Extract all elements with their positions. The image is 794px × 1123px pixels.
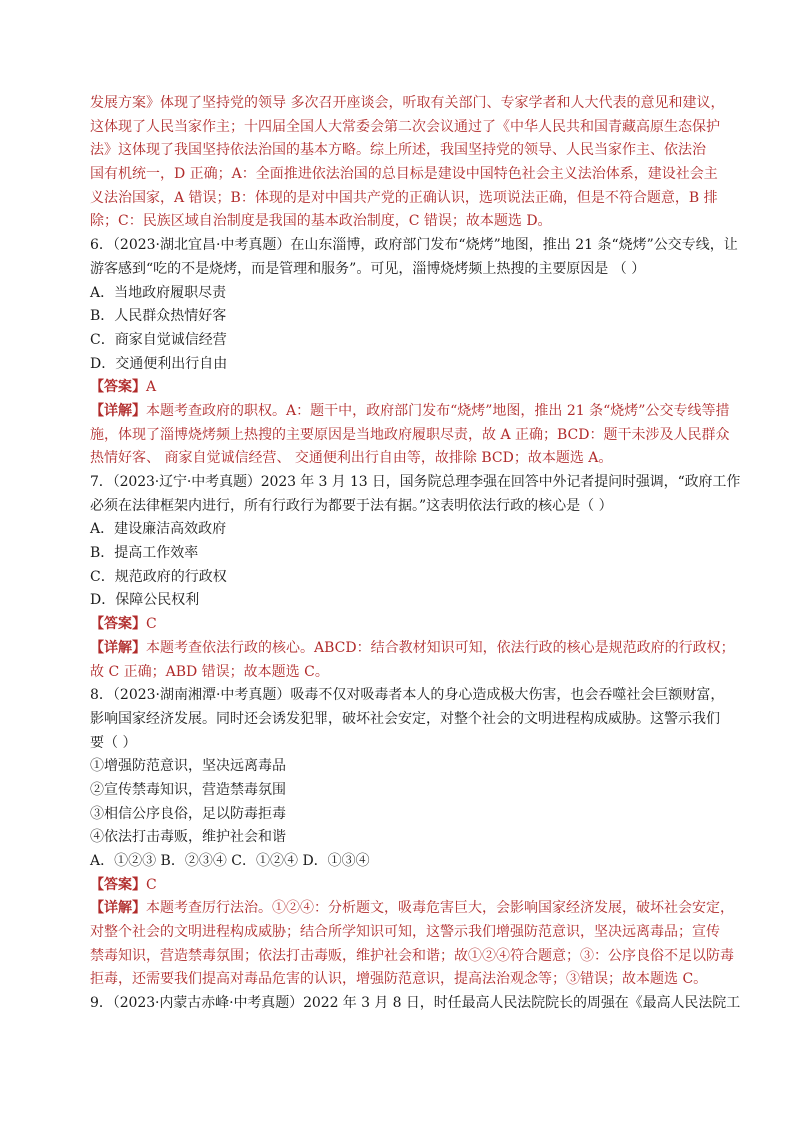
explanation-text-line bbox=[90, 116, 740, 140]
line-text: 6．（2023·湖北宜昌·中考真题）在山东淄博，政府部门发布“烧烤”地图，推出 21 条“烧烤”公交专线，让 bbox=[90, 237, 738, 254]
line-text: 游客感到“吃的不是烧烤，而是管理和服务”。可见，淄博烧烤频上热搜的主要原因是 （ ） bbox=[90, 260, 646, 277]
line-text: D．交通便利出行自由 bbox=[90, 355, 228, 372]
question-text-line bbox=[90, 282, 740, 306]
explanation-text-line bbox=[90, 945, 740, 969]
document-body bbox=[90, 92, 740, 1016]
question-text-line bbox=[90, 992, 740, 1016]
explanation-line bbox=[90, 897, 740, 921]
answer-line bbox=[90, 613, 740, 637]
explanation-text-line bbox=[90, 163, 740, 187]
question-text-line bbox=[90, 566, 740, 590]
line-text: C bbox=[146, 876, 157, 893]
question-text-line bbox=[90, 589, 740, 613]
line-text: A．①②③ B．②③④ C．①②④ D．①③④ bbox=[90, 853, 370, 869]
line-text: 禁毒知识，营造禁毒氛围；依法打击毒贩，维护社会和谐；故①②④符合题意；③：公序良俗不足以防毒 bbox=[90, 947, 734, 964]
question-text-line bbox=[90, 803, 740, 827]
question-text-line bbox=[90, 850, 740, 874]
answer-tag: 【答案】 bbox=[90, 616, 146, 633]
question-text-line bbox=[90, 258, 740, 282]
answer-tag: 【详解】 bbox=[90, 639, 146, 656]
line-text: 本题考查厉行法治。①②④：分析题文，吸毒危害巨大，会影响国家经济发展，破坏社会安定， bbox=[146, 900, 734, 917]
line-text: 法》这体现了我国坚持依法治国的基本方略。综上所述，我国坚持党的领导、人民当家作主、依法治 bbox=[90, 142, 706, 159]
question-text-line bbox=[90, 542, 740, 566]
question-text-line bbox=[90, 329, 740, 353]
line-text: B．人民群众热情好客 bbox=[90, 308, 227, 325]
explanation-text-line bbox=[90, 92, 740, 116]
line-text: ①增强防范意识，坚决远离毒品 bbox=[90, 758, 286, 775]
line-text: ④依法打击毒贩，维护社会和谐 bbox=[90, 829, 286, 846]
line-text: C．规范政府的行政权 bbox=[90, 568, 227, 585]
line-text: 7．（2023·辽宁·中考真题）2023 年 3 月 13 日，国务院总理李强在回答中外记者提问时强调，“政府工作 bbox=[90, 474, 741, 490]
line-text: B．提高工作效率 bbox=[90, 545, 199, 562]
question-text-line bbox=[90, 305, 740, 329]
explanation-text-line bbox=[90, 921, 740, 945]
line-text: D．保障公民权利 bbox=[90, 592, 200, 609]
question-text-line bbox=[90, 732, 740, 756]
question-text-line bbox=[90, 495, 740, 519]
line-text: 对整个社会的文明进程构成威胁；结合所学知识可知，这警示我们增强防范意识，坚决远离毒品；宣传 bbox=[90, 924, 720, 941]
line-text: 除；C：民族区域自治制度是我国的基本政治制度，C 错误；故本题选 D。 bbox=[90, 213, 552, 230]
line-text: 要（ ） bbox=[90, 734, 137, 751]
explanation-text-line bbox=[90, 210, 740, 234]
line-text: 9．（2023·内蒙古赤峰·中考真题）2022 年 3 月 8 日，时任最高人民法院院长的周强在《最高人民法院工 bbox=[90, 995, 741, 1012]
line-text: 热情好客、 商家自觉诚信经营、 交通便利出行自由等，故排除 BCD；故本题选 A。 bbox=[90, 450, 613, 467]
question-text-line bbox=[90, 826, 740, 850]
answer-tag: 【详解】 bbox=[90, 402, 146, 419]
answer-line bbox=[90, 874, 740, 898]
line-text: 国有机统一，D 正确；A：全面推进依法治国的总目标是建设中国特色社会主义法治体系，建设社会主 bbox=[90, 166, 718, 183]
explanation-line bbox=[90, 637, 740, 661]
line-text: 发展方案》体现了坚持党的领导 多次召开座谈会，听取有关部门、专家学者和人大代表的意见和建议， bbox=[90, 95, 725, 111]
line-text: 8．（2023·湖南湘潭·中考真题）吸毒不仅对吸毒者本人的身心造成极大伤害，也会吞噬社会巨额财富， bbox=[90, 687, 725, 704]
line-text: 本题考查政府的职权。A：题干中，政府部门发布“烧烤”地图，推出 21 条“烧烤”公交专线等措 bbox=[146, 402, 730, 419]
explanation-text-line bbox=[90, 187, 740, 211]
question-text-line bbox=[90, 353, 740, 377]
question-text-line bbox=[90, 755, 740, 779]
answer-tag: 【详解】 bbox=[90, 900, 146, 917]
question-text-line bbox=[90, 684, 740, 708]
line-text: ②宣传禁毒知识，营造禁毒氛围 bbox=[90, 781, 286, 798]
question-text-line bbox=[90, 234, 740, 258]
line-text: C．商家自觉诚信经营 bbox=[90, 331, 227, 348]
answer-tag: 【答案】 bbox=[90, 379, 146, 396]
explanation-line bbox=[90, 400, 740, 424]
line-text: A bbox=[146, 379, 157, 396]
explanation-text-line bbox=[90, 447, 740, 471]
line-text: 必须在法律框架内进行，所有行政行为都要于法有据。”这表明依法行政的核心是（ ） bbox=[90, 497, 613, 514]
explanation-text-line bbox=[90, 968, 740, 992]
line-text: 本题考查依法行政的核心。ABCD：结合教材知识可知，依法行政的核心是规范政府的行政权； bbox=[146, 639, 735, 656]
answer-line bbox=[90, 376, 740, 400]
answer-tag: 【答案】 bbox=[90, 876, 146, 893]
line-text: 影响国家经济发展。同时还会诱发犯罪，破坏社会安定，对整个社会的文明进程构成威胁。这警示我们 bbox=[90, 710, 720, 727]
line-text: 施，体现了淄博烧烤频上热搜的主要原因是当地政府履职尽责，故 A 正确；BCD：题干未涉及人民群众 bbox=[90, 426, 730, 443]
line-text: 故 C 正确；ABD 错误；故本题选 C。 bbox=[90, 663, 329, 680]
explanation-text-line bbox=[90, 661, 740, 685]
explanation-text-line bbox=[90, 139, 740, 163]
question-text-line bbox=[90, 708, 740, 732]
question-text-line bbox=[90, 471, 740, 495]
line-text: 拒毒，还需要我们提高对毒品危害的认识，增强防范意识，提高法治观念等；③错误；故本题选 C。 bbox=[90, 971, 708, 988]
explanation-text-line bbox=[90, 424, 740, 448]
line-text: 这体现了人民当家作主；十四届全国人大常委会第二次会议通过了《中华人民共和国青藏高原生态保护 bbox=[90, 118, 720, 135]
line-text: 义法治国家，A 错误；B：体现的是对中国共产党的正确认识，选项说法正确，但是不符合题意，B 排 bbox=[90, 189, 718, 206]
question-text-line bbox=[90, 779, 740, 803]
line-text: A．建设廉洁高效政府 bbox=[90, 521, 227, 538]
line-text: C bbox=[146, 616, 157, 633]
question-text-line bbox=[90, 518, 740, 542]
line-text: ③相信公序良俗，足以防毒拒毒 bbox=[90, 805, 286, 822]
line-text: A．当地政府履职尽责 bbox=[90, 284, 227, 301]
